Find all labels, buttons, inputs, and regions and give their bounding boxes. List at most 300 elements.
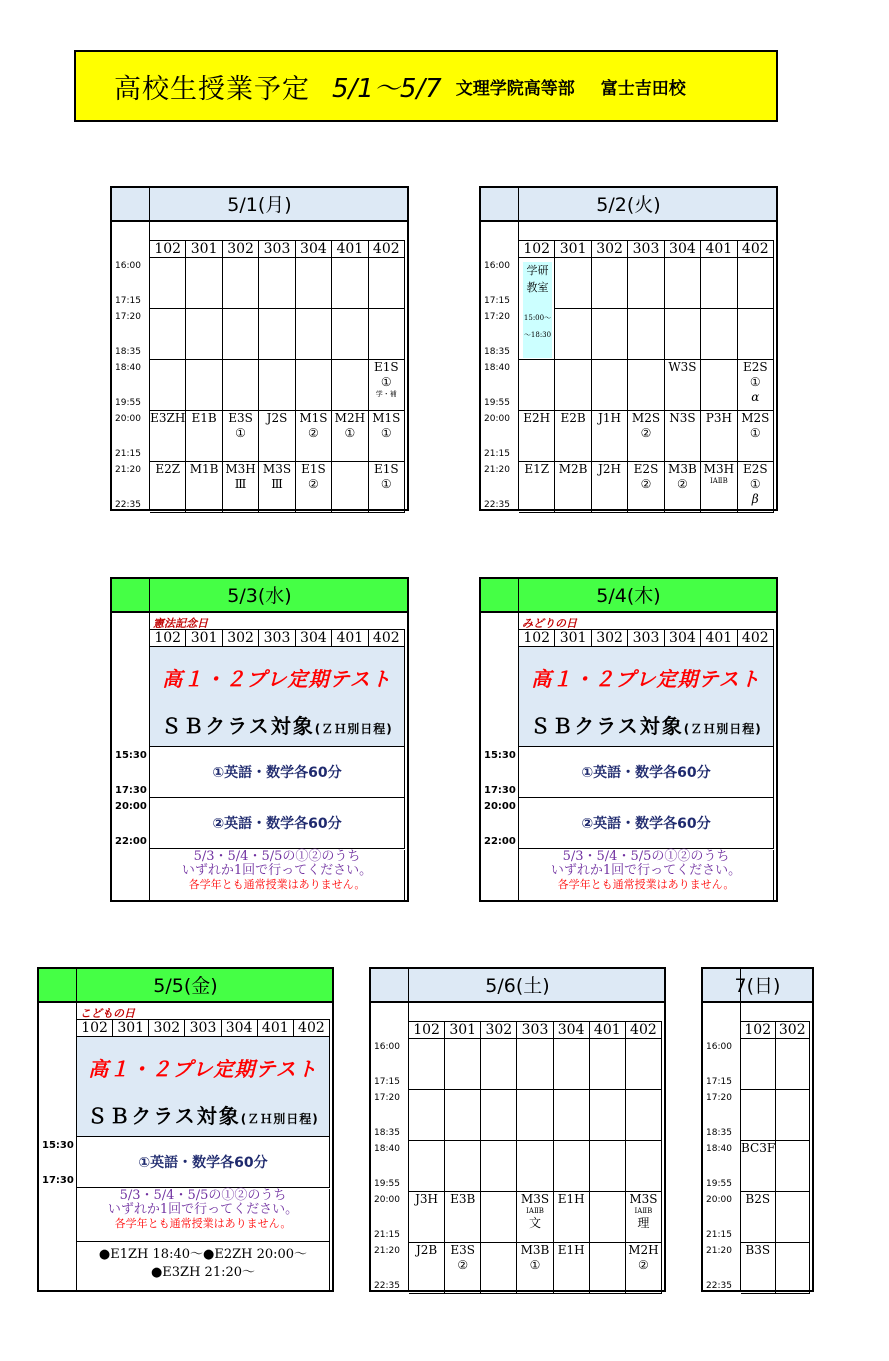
banner-title: 高校生授業予定	[114, 73, 310, 105]
schedule-cell	[741, 1141, 776, 1192]
notice-line-2: いずれか1回で行ってください。	[550, 863, 742, 878]
time-start: 20:00	[706, 1195, 732, 1205]
class-code: ①	[380, 477, 392, 491]
notice-line-3: 各学年とも通常授業はありません。	[188, 878, 366, 891]
room-header: 303	[259, 629, 295, 647]
class-code: M2H	[334, 411, 366, 425]
schedule-cell	[626, 1039, 662, 1090]
schedule-cell	[555, 258, 591, 309]
schedule-cell	[592, 360, 628, 411]
class-code: ②	[308, 477, 319, 491]
room-header: 302	[481, 1021, 517, 1039]
time-end: 17:30	[42, 1175, 74, 1186]
schedule-cell	[738, 309, 774, 360]
class-code: E3B	[450, 1192, 476, 1206]
notice-line-2: いずれか1回で行ってください。	[107, 1202, 299, 1217]
room-header: 102	[150, 240, 186, 258]
schedule-cell	[590, 1090, 626, 1141]
time-start: 21:20	[115, 465, 141, 475]
notice-line-3: 各学年とも通常授業はありません。	[114, 1217, 292, 1230]
schedule-cell	[519, 360, 555, 411]
schedule-cell	[554, 1192, 590, 1243]
schedule-cell	[481, 1090, 517, 1141]
class-code: M2S	[631, 411, 661, 425]
room-header: 301	[186, 629, 222, 647]
schedule-cell	[517, 1243, 553, 1294]
class-code: E2S	[742, 462, 768, 476]
room-header: 304	[665, 629, 701, 647]
day-panel-5-1	[110, 186, 409, 511]
schedule-cell	[186, 258, 222, 309]
schedule-cell	[150, 360, 186, 411]
class-code: N3S	[669, 411, 696, 425]
class-code: E3ZH	[150, 411, 186, 425]
schedule-cell	[332, 258, 368, 309]
time-end: 17:15	[115, 296, 141, 306]
class-code: 理	[637, 1216, 650, 1230]
room-header: 301	[445, 1021, 481, 1039]
time-start: 18:40	[374, 1144, 400, 1154]
time-end: 21:15	[484, 449, 510, 459]
test-target-note: (ＺＨ別日程)	[240, 1112, 319, 1126]
schedule-cell	[186, 411, 222, 462]
time-end: 22:00	[115, 836, 147, 847]
lab-line-1: 学研	[526, 264, 549, 277]
class-code: B3S	[745, 1243, 771, 1257]
schedule-cell	[445, 1243, 481, 1294]
room-header: 303	[185, 1019, 221, 1037]
time-end: 17:15	[706, 1077, 732, 1087]
title-banner	[74, 50, 778, 122]
class-code: M2B	[558, 462, 588, 476]
zh-line-1: ●E1ZH 18:40〜●E2ZH 20:00〜	[98, 1247, 308, 1262]
schedule-cell	[555, 360, 591, 411]
time-end: 19:55	[484, 398, 510, 408]
time-start: 21:20	[706, 1246, 732, 1256]
class-code: E2H	[523, 411, 551, 425]
schedule-cell	[369, 258, 405, 309]
class-code: M3S	[520, 1192, 550, 1206]
room-header: 301	[113, 1019, 149, 1037]
class-code: ①	[344, 426, 356, 440]
test-target-note: (ＺＨ別日程)	[683, 722, 762, 736]
schedule-cell	[150, 258, 186, 309]
schedule-cell	[223, 258, 259, 309]
room-header: 303	[517, 1021, 553, 1039]
schedule-cell	[626, 1243, 662, 1294]
schedule-cell	[517, 1192, 553, 1243]
time-end: 18:35	[484, 347, 510, 357]
class-code: J2S	[266, 411, 288, 425]
schedule-cell	[555, 309, 591, 360]
class-code: E3S	[228, 411, 253, 425]
class-code: M3S	[262, 462, 292, 476]
time-end: 19:55	[115, 398, 141, 408]
room-header: 102	[519, 629, 555, 647]
class-code: ①	[380, 426, 392, 440]
class-code: ①	[235, 426, 246, 440]
class-code: ①	[749, 426, 761, 440]
test-target	[77, 1100, 329, 1129]
day-header: 5/4(木)	[481, 579, 776, 613]
schedule-cell	[665, 258, 701, 309]
time-start: 17:20	[374, 1093, 400, 1103]
schedule-cell	[592, 258, 628, 309]
room-header: 102	[77, 1019, 113, 1037]
time-end: 17:15	[484, 296, 510, 306]
schedule-cell	[738, 411, 774, 462]
schedule-cell	[296, 411, 332, 462]
schedule-cell	[626, 1141, 662, 1192]
class-code: M3S	[629, 1192, 658, 1206]
schedule-cell	[445, 1039, 481, 1090]
schedule-cell	[186, 309, 222, 360]
schedule-cell	[738, 360, 774, 411]
schedule-cell	[259, 258, 295, 309]
day-panel-7	[701, 967, 814, 1292]
day-header: 5/5(金)	[39, 969, 332, 1003]
schedule-cell	[409, 1141, 445, 1192]
lab-time-1: 15:00〜	[523, 314, 552, 322]
schedule-cell	[150, 309, 186, 360]
day-header: 5/2(火)	[481, 188, 776, 222]
room-header: 102	[409, 1021, 445, 1039]
class-code: M2S	[741, 411, 770, 425]
class-code: ②	[457, 1258, 469, 1272]
banner-school: 文理学院高等部	[455, 78, 575, 99]
class-code: E1H	[557, 1192, 585, 1206]
test-slot-2: ②英語・数学各60分	[150, 798, 405, 849]
room-header: 303	[628, 240, 664, 258]
schedule-cell	[554, 1141, 590, 1192]
day-panel-5-3	[110, 577, 409, 902]
room-header: 301	[186, 240, 222, 258]
time-start: 17:20	[484, 312, 510, 322]
room-header: 303	[628, 629, 664, 647]
schedule-cell	[296, 462, 332, 513]
time-start: 16:00	[706, 1042, 732, 1052]
schedule-cell	[445, 1141, 481, 1192]
class-code: E2S	[742, 360, 768, 374]
time-end: 17:30	[484, 785, 516, 796]
room-header: 401	[332, 240, 368, 258]
time-start: 20:00	[115, 801, 147, 812]
schedule-cell	[776, 1192, 811, 1243]
schedule-cell	[223, 411, 259, 462]
notice-line-1: 5/3・5/4・5/5の①②のうち	[562, 849, 730, 864]
class-code: M1S	[299, 411, 328, 425]
time-column	[39, 969, 77, 1290]
time-start: 15:30	[115, 750, 147, 761]
room-header: 304	[222, 1019, 258, 1037]
room-header: 401	[332, 629, 368, 647]
test-title: 高１・２プレ定期テスト	[88, 1057, 318, 1081]
class-code: J3H	[415, 1192, 439, 1206]
class-code: ②	[638, 1258, 649, 1272]
schedule-cell	[519, 411, 555, 462]
time-start: 18:40	[706, 1144, 732, 1154]
schedule-cell	[628, 360, 664, 411]
class-code: J1H	[598, 411, 622, 425]
class-code: E1B	[191, 411, 217, 425]
class-code: E1Z	[524, 462, 550, 476]
test-slot-1: ①英語・数学各60分	[519, 747, 774, 798]
room-header: 304	[296, 629, 332, 647]
schedule-cell	[369, 360, 405, 411]
test-target-note: (ＺＨ別日程)	[314, 722, 393, 736]
class-code: ①	[749, 375, 761, 389]
class-code: β	[751, 492, 759, 506]
schedule-cell	[332, 360, 368, 411]
class-code: E1S	[301, 462, 326, 476]
class-code: E1S	[373, 360, 399, 374]
room-header: 302	[149, 1019, 185, 1037]
schedule-cell	[626, 1090, 662, 1141]
notice-line-2: いずれか1回で行ってください。	[181, 863, 373, 878]
schedule-cell	[409, 1090, 445, 1141]
class-code: E1S	[373, 462, 399, 476]
time-end: 22:00	[484, 836, 516, 847]
time-end: 22:35	[484, 500, 510, 510]
class-code: ⅠAⅡB	[709, 477, 728, 485]
day-panel-5-4	[479, 577, 778, 902]
test-notice	[150, 850, 405, 902]
class-code: 文	[528, 1216, 541, 1230]
time-start: 17:20	[115, 312, 141, 322]
class-code: J2B	[415, 1243, 438, 1257]
zh-line-2: ●E3ZH 21:20〜	[150, 1265, 256, 1280]
schedule-cell	[409, 1243, 445, 1294]
test-target	[150, 710, 404, 739]
schedule-cell	[409, 1192, 445, 1243]
zh-schedule	[77, 1241, 330, 1291]
time-end: 21:15	[115, 449, 141, 459]
schedule-cell	[776, 1090, 811, 1141]
class-code: J2H	[598, 462, 622, 476]
room-header: 402	[294, 1019, 330, 1037]
notice-line-1: 5/3・5/4・5/5の①②のうち	[193, 849, 361, 864]
notice-line-3: 各学年とも通常授業はありません。	[557, 878, 735, 891]
schedule-cell	[701, 258, 737, 309]
schedule-cell	[628, 411, 664, 462]
room-header: 304	[665, 240, 701, 258]
class-code: E3S	[450, 1243, 476, 1257]
time-start: 18:40	[484, 363, 510, 373]
day-panel-5-2	[479, 186, 778, 511]
time-start: 20:00	[115, 414, 141, 424]
schedule-cell	[259, 411, 295, 462]
test-slot-2: ②英語・数学各60分	[519, 798, 774, 849]
schedule-cell	[369, 309, 405, 360]
class-code: E2S	[633, 462, 659, 476]
class-code: ⅠAⅡB	[526, 1207, 544, 1215]
schedule-cell	[626, 1192, 662, 1243]
schedule-cell	[701, 309, 737, 360]
class-code: ①	[380, 375, 392, 389]
lab-time-2: 〜18:30	[523, 331, 552, 339]
time-start: 15:30	[42, 1140, 74, 1151]
class-code: BC3F	[741, 1141, 776, 1155]
schedule-cell	[592, 411, 628, 462]
class-code: M1S	[372, 411, 401, 425]
test-info-box	[519, 647, 774, 747]
schedule-cell	[150, 411, 186, 462]
room-header: 402	[369, 629, 405, 647]
room-header: 402	[738, 629, 774, 647]
time-start: 15:30	[484, 750, 516, 761]
day-panel-5-5	[37, 967, 334, 1292]
schedule-cell	[776, 1039, 811, 1090]
schedule-cell	[481, 1039, 517, 1090]
room-header: 102	[741, 1021, 776, 1039]
schedule-cell	[223, 360, 259, 411]
schedule-cell	[481, 1192, 517, 1243]
class-code: M2H	[628, 1243, 659, 1257]
schedule-cell	[741, 1090, 776, 1141]
schedule-cell	[369, 411, 405, 462]
room-header: 102	[519, 240, 555, 258]
time-end: 19:55	[706, 1179, 732, 1189]
schedule-cell	[554, 1243, 590, 1294]
class-code: 学・補	[375, 390, 397, 398]
schedule-cell	[296, 258, 332, 309]
day-header: 5/6(土)	[371, 969, 664, 1003]
class-code: M3H	[225, 462, 256, 476]
class-code: P3H	[705, 411, 732, 425]
schedule-cell	[741, 1192, 776, 1243]
time-end: 19:55	[374, 1179, 400, 1189]
schedule-cell	[701, 411, 737, 462]
class-code: W3S	[668, 360, 697, 374]
holiday-name: 憲法記念日	[153, 617, 208, 630]
room-header: 303	[259, 240, 295, 258]
room-header: 401	[701, 240, 737, 258]
schedule-cell	[481, 1243, 517, 1294]
room-header: 401	[590, 1021, 626, 1039]
schedule-cell	[223, 309, 259, 360]
schedule-cell	[481, 1141, 517, 1192]
schedule-cell	[590, 1243, 626, 1294]
time-end: 18:35	[115, 347, 141, 357]
schedule-cell	[665, 360, 701, 411]
schedule-cell	[776, 1243, 811, 1294]
schedule-cell	[628, 258, 664, 309]
schedule-cell	[517, 1090, 553, 1141]
schedule-cell	[701, 360, 737, 411]
test-info-box	[77, 1037, 330, 1137]
schedule-cell	[186, 462, 222, 513]
schedule-cell	[517, 1141, 553, 1192]
time-start: 17:20	[706, 1093, 732, 1103]
class-code: M3H	[703, 462, 735, 476]
schedule-cell	[554, 1039, 590, 1090]
schedule-cell	[409, 1039, 445, 1090]
class-code: B2S	[745, 1192, 771, 1206]
room-header: 401	[258, 1019, 294, 1037]
class-code: E2B	[560, 411, 586, 425]
schedule-cell	[296, 360, 332, 411]
schedule-cell	[776, 1141, 811, 1192]
schedule-cell	[592, 462, 628, 513]
test-target-text: ＳＢクラス対象	[530, 714, 684, 738]
time-start: 21:20	[374, 1246, 400, 1256]
schedule-cell	[628, 462, 664, 513]
class-code: α	[751, 390, 760, 404]
class-code: ②	[677, 477, 688, 491]
room-header: 402	[369, 240, 405, 258]
schedule-cell	[332, 462, 368, 513]
schedule-cell	[445, 1192, 481, 1243]
time-start: 20:00	[484, 801, 516, 812]
lab-line-2: 教室	[526, 281, 549, 294]
holiday-name: みどりの日	[522, 617, 577, 630]
test-notice	[519, 850, 774, 902]
time-end: 17:30	[115, 785, 147, 796]
schedule-cell	[738, 258, 774, 309]
schedule-cell	[519, 258, 555, 339]
class-code: ⅠAⅡB	[634, 1207, 653, 1215]
room-header: 302	[223, 240, 259, 258]
class-code: ①	[749, 477, 761, 491]
banner-range: 5/1〜5/7	[332, 73, 442, 104]
day-panel-5-6	[369, 967, 666, 1292]
schedule-cell	[665, 411, 701, 462]
schedule-cell	[259, 360, 295, 411]
time-end: 22:35	[115, 500, 141, 510]
schedule-cell	[590, 1192, 626, 1243]
time-start: 16:00	[115, 261, 141, 271]
time-end: 21:15	[706, 1230, 732, 1240]
schedule-cell	[741, 1039, 776, 1090]
schedule-cell	[665, 309, 701, 360]
test-notice	[77, 1189, 330, 1241]
room-header: 302	[592, 240, 628, 258]
class-code: ②	[308, 426, 319, 440]
room-header: 402	[626, 1021, 662, 1039]
room-header: 302	[776, 1021, 811, 1039]
schedule-cell	[519, 462, 555, 513]
schedule-cell	[517, 1039, 553, 1090]
class-code: M3B	[520, 1243, 550, 1257]
time-column	[481, 579, 519, 900]
schedule-cell	[519, 309, 555, 360]
day-header: 7(日)	[703, 969, 812, 1003]
schedule-cell	[445, 1090, 481, 1141]
room-header: 302	[223, 629, 259, 647]
time-start: 20:00	[484, 414, 510, 424]
time-end: 18:35	[374, 1128, 400, 1138]
time-start: 18:40	[115, 363, 141, 373]
time-end: 21:15	[374, 1230, 400, 1240]
class-code: M1B	[189, 462, 219, 476]
schedule-cell	[554, 1090, 590, 1141]
test-target	[519, 710, 773, 739]
schedule-cell	[150, 462, 186, 513]
schedule-cell	[590, 1039, 626, 1090]
time-end: 18:35	[706, 1128, 732, 1138]
schedule-cell	[186, 360, 222, 411]
schedule-cell	[555, 462, 591, 513]
time-end: 17:15	[374, 1077, 400, 1087]
schedule-cell	[223, 462, 259, 513]
day-header: 5/1(月)	[112, 188, 407, 222]
room-header: 102	[150, 629, 186, 647]
schedule-cell	[369, 462, 405, 513]
schedule-cell	[701, 462, 737, 513]
schedule-cell	[259, 462, 295, 513]
schedule-cell	[332, 309, 368, 360]
test-slot-1: ①英語・数学各60分	[77, 1137, 330, 1188]
